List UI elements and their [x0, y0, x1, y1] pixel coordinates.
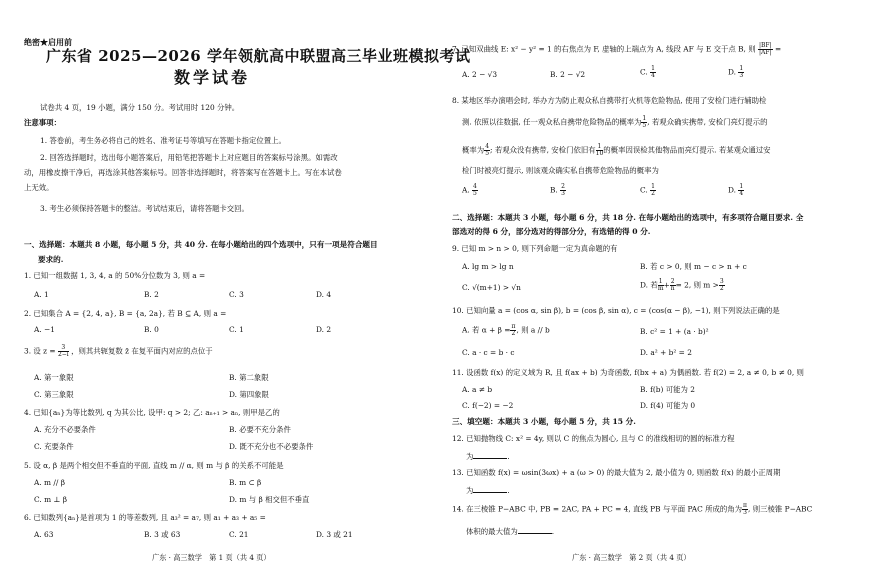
q1-option-a: A. 1: [34, 290, 49, 299]
note-2a: 2. 回答选择题时，选出每小题答案后，用铅笔把答题卡上对应题目的答案标号涂黑。如需改: [40, 153, 338, 162]
note-2c: 上无效。: [24, 183, 54, 192]
q2-option-d: D. 2: [316, 325, 332, 334]
q7-ratio: $\frac{|BF|}{|AF|}$: [758, 42, 772, 56]
q1-stem: 1. 已知一组数据 1, 3, 4, a 的 50%分位数为 3, 则 a =: [24, 271, 206, 280]
q10-option-d: D. a² + b² = 2: [640, 348, 692, 357]
q7-option-d: D. $\frac{1}{3}$: [728, 65, 744, 79]
q13-line1: 13. 已知函数 f(x) = ωsin(3ωx) + a (ω > 0) 的最大值为 2, 最小值为 0, 则函数 f(x) 的最小正周期: [452, 468, 781, 477]
q8-line1: 8. 某地区举办演唱会时, 举办方为防止观众私自携带打火机等危险物品, 使用了安检门进行辅助检: [452, 96, 767, 105]
section1-line2: 要求的.: [38, 255, 64, 264]
q9-option-b: B. 若 c > 0, 则 m − c > n + c: [640, 262, 747, 271]
footer-left: 广东 · 高三数学 第 1 页（共 4 页）: [152, 553, 271, 562]
q2-stem: 2. 已知集合 A = {2, 4, a}, B = {a, 2a}, 若 B ⊆ A, 则 a =: [24, 309, 227, 318]
q6-option-a: A. 63: [34, 530, 54, 539]
q12-answer-blank[interactable]: [473, 452, 507, 459]
q6-option-b: B. 3 或 63: [144, 530, 181, 539]
q8-option-a: A. $\frac{4}{5}$: [462, 183, 477, 197]
exam-title: 广东省 2025—2026 学年领航高中联盟高三毕业班模拟考试: [46, 47, 471, 65]
q5-stem: 5. 设 α, β 是两个相交但不垂直的平面, 直线 m // α, 则 m 与 β 的关系不可能是: [24, 461, 284, 470]
q5-option-c: C. m ⊥ β: [34, 495, 68, 504]
q6-option-c: C. 21: [229, 530, 249, 539]
q9-stem: 9. 已知 m > n > 0, 则下列命题一定为真命题的有: [452, 244, 618, 253]
q1-option-d: D. 4: [316, 290, 332, 299]
q11-option-a: A. a ≠ b: [462, 385, 493, 394]
q7-option-c: C. $\frac{1}{4}$: [640, 65, 655, 79]
q4-option-d: D. 既不充分也不必要条件: [229, 442, 314, 451]
q2-option-a: A. −1: [34, 325, 55, 334]
q5-option-b: B. m ⊂ β: [229, 478, 262, 487]
q14-line1: 14. 在三棱锥 P−ABC 中, PB = 2AC, PA + PC = 4, 直线 PB 与平面 PAC 所成的角为 $\frac{\pi}{3}$ , 则三棱锥 P−ABC: [452, 502, 813, 516]
footer-right: 广东 · 高三数学 第 2 页（共 4 页）: [572, 553, 691, 562]
q8-option-c: C. $\frac{1}{2}$: [640, 183, 655, 197]
q3-fraction: $\frac{3}{2-i}$: [57, 344, 69, 358]
q11-stem: 11. 设函数 f(x) 的定义域为 R, 且 f(ax + b) 为奇函数, f(bx + a) 为偶函数. 若 f(2) = 2, a ≠ 0, b ≠ 0, 则: [452, 368, 804, 377]
q1-option-c: C. 3: [229, 290, 244, 299]
subject-title: 数学试卷: [174, 68, 251, 87]
q8-line2: 测. 依照以往数据, 任一观众私自携带危险物品的概率为 $\frac{1}{5}$ , 若观众确实携带, 安检门亮灯提示的: [462, 115, 768, 129]
notes-heading: 注意事项：: [24, 118, 61, 127]
q7-stem: 7. 已知双曲线 E: x² − y² = 1 的右焦点为 F, 虚轴的上端点为 A, 线段 AF 与 E 交于点 B, 则 $\frac{|BF|}{|AF|}$ =: [452, 42, 782, 56]
q10-option-c: C. a · c = b · c: [462, 348, 515, 357]
note-3: 3. 考生必须保持答题卡的整洁。考试结束后，请将答题卡交回。: [40, 204, 249, 213]
q7-option-a: A. 2 − √3: [462, 70, 498, 79]
section3-heading: 三、填空题：本题共 3 小题，每小题 5 分，共 15 分.: [452, 417, 636, 426]
q1-option-b: B. 2: [144, 290, 159, 299]
q11-option-b: B. f(b) 可能为 2: [640, 385, 695, 394]
q4-option-b: B. 必要不充分条件: [229, 425, 291, 434]
q3-stem: 3. 设 z = $\frac{3}{2-i}$ ，则其共轭复数 z̄ 在复平面内对应的点位于: [24, 344, 213, 358]
q12-line1: 12. 已知抛物线 C: x² = 4y, 则以 C 的焦点为圆心, 且与 C 的准线相切的圆的标准方程: [452, 434, 735, 443]
note-2b: 动，用橡皮擦干净后，再选涂其他答案标号。回答非选择题时，将答案写在答题卡上。写在本试卷: [24, 168, 342, 177]
q5-option-a: A. m // β: [34, 478, 65, 487]
section2-line2: 部选对的得 6 分，部分选对的得部分分，有选错的得 0 分.: [452, 227, 651, 236]
q4-option-c: C. 充要条件: [34, 442, 74, 451]
q8-line3: 概率为 $\frac{4}{5}$ ; 若观众没有携带, 安检门依旧有 $\frac{1}{10}$ 的概率因误检其他物品而亮灯提示. 若某观众通过安: [462, 143, 771, 157]
exam-intro: 试卷共 4 页，19 小题，满分 150 分。考试用时 120 分钟。: [40, 103, 240, 112]
q3-option-a: A. 第一象限: [34, 373, 74, 382]
q4-option-a: A. 充分不必要条件: [34, 425, 96, 434]
q13-line2: 为 .: [466, 486, 510, 495]
q3-option-b: B. 第二象限: [229, 373, 269, 382]
q9-option-a: A. lg m > lg n: [462, 262, 514, 271]
q6-option-d: D. 3 或 21: [316, 530, 353, 539]
q10-stem: 10. 已知向量 a = (cos α, sin β), b = (cos β, sin α), c = (cos(α − β), −1), 则下列说法正确的是: [452, 306, 780, 315]
q11-option-c: C. f(−2) = −2: [462, 401, 514, 410]
q13-answer-blank[interactable]: [473, 486, 507, 493]
q2-option-b: B. 0: [144, 325, 159, 334]
secret-label: 绝密★启用前: [24, 37, 72, 47]
q8-option-d: D. $\frac{1}{4}$: [728, 183, 744, 197]
section1-line1: 一、选择题：本题共 8 小题，每小题 5 分，共 40 分. 在每小题给出的四个选项中，只有一项是符合题目: [24, 240, 378, 249]
q9-option-d: D. 若 $\frac{1}{m}$ + $\frac{2}{n}$ = 2, 则 m > $\frac{3}{2}$: [640, 278, 724, 292]
q14-answer-blank[interactable]: [518, 527, 552, 534]
q4-stem: 4. 已知{aₙ}为等比数列, q 为其公比, 设甲: q > 2; 乙: aₙ₊₁ > aₙ, 则甲是乙的: [24, 408, 280, 417]
q7-option-b: B. 2 − √2: [550, 70, 586, 79]
q10-option-b: B. c² = 1 + (a · b)²: [640, 327, 709, 336]
section2-line1: 二、选择题：本题共 3 小题，每小题 6 分，共 18 分. 在每小题给出的选项中，有多项符合题目要求. 全: [452, 213, 804, 222]
q9-option-c: C. √(m+1) > √n: [462, 283, 521, 292]
q3-option-c: C. 第三象限: [34, 390, 74, 399]
q2-option-c: C. 1: [229, 325, 244, 334]
q12-line2: 为 .: [466, 452, 510, 461]
q11-option-d: D. f(4) 可能为 0: [640, 401, 696, 410]
q6-stem: 6. 已知数列{aₙ}是首项为 1 的等差数列, 且 a₃² = a₇, 则 a₁ + a₃ + a₅ =: [24, 513, 266, 522]
q14-line2: 体积的最大值为 .: [466, 527, 555, 536]
note-1: 1. 答卷前，考生务必将自己的姓名、准考证号等填写在答题卡指定位置上。: [40, 136, 286, 145]
q3-option-d: D. 第四象限: [229, 390, 269, 399]
q8-option-b: B. $\frac{2}{3}$: [550, 183, 565, 197]
q10-option-a: A. 若 α + β = $\frac{\pi}{2}$ , 则 a // b: [462, 323, 550, 337]
q5-option-d: D. m 与 β 相交但不垂直: [229, 495, 310, 504]
q8-line4: 检门时被亮灯提示, 则该观众确实私自携带危险物品的概率为: [462, 166, 659, 175]
